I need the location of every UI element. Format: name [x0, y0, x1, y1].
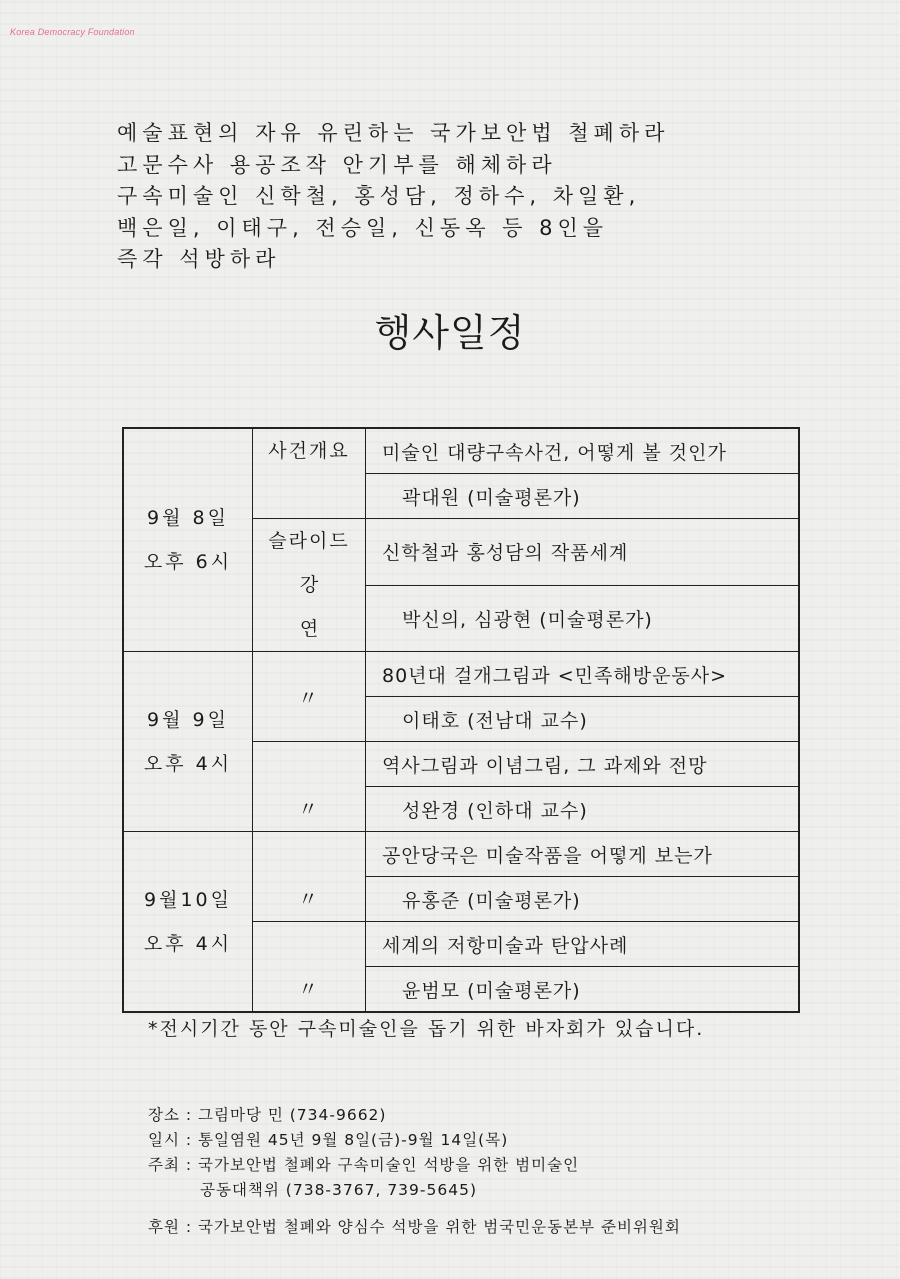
date-cell	[123, 832, 253, 1013]
topic: 공안당국은 미술작품을 어떻게 보는가	[366, 832, 800, 877]
date: 9월 9일	[147, 708, 229, 731]
topic: 미술인 대량구속사건, 어떻게 볼 것인가	[366, 428, 800, 474]
table-row	[123, 832, 799, 877]
topic: 신학철과 홍성담의 작품세계	[366, 519, 800, 586]
category-cell	[253, 742, 366, 832]
category: 사건개요	[268, 440, 350, 462]
category-cell	[253, 428, 366, 519]
speaker: 박신의, 심광현 (미술평론가)	[366, 585, 800, 652]
host: 주최 : 국가보안법 철폐와 구속미술인 석방을 위한 범미술인	[148, 1156, 580, 1174]
date: 9월10일	[144, 888, 232, 911]
event-dates: 일시 : 통일염원 45년 9월 8일(금)-9월 14일(목)	[148, 1131, 509, 1149]
speaker: 유홍준 (미술평론가)	[366, 877, 800, 922]
slogan-line: 고문수사 용공조작 안기부를 해체하라	[117, 152, 557, 177]
host-contact: 공동대책위 (738-3767, 739-5645)	[200, 1181, 477, 1199]
ditto-mark: 〃	[298, 797, 320, 821]
table-row	[123, 428, 799, 474]
table-row	[123, 652, 799, 697]
date: 9월 8일	[147, 507, 229, 529]
topic: 80년대 걸개그림과 <민족해방운동사>	[366, 652, 800, 697]
category-cell	[253, 652, 366, 742]
speaker: 성완경 (인하대 교수)	[366, 787, 800, 832]
time: 오후 6시	[143, 551, 233, 573]
ditto-mark: 〃	[298, 977, 320, 1001]
event-info	[148, 1103, 681, 1240]
topic: 역사그림과 이념그림, 그 과제와 전망	[366, 742, 800, 787]
ditto-mark: 〃	[298, 887, 320, 911]
slogan-line: 구속미술인 신학철, 홍성담, 정하수, 차일환,	[117, 184, 641, 208]
slogans	[117, 118, 837, 276]
ditto-mark: 〃	[298, 686, 320, 710]
schedule-table	[122, 427, 800, 1013]
date-cell	[123, 652, 253, 832]
watermark: Korea Democracy Foundation	[10, 27, 135, 37]
category: 강 연	[299, 574, 357, 640]
category-cell	[253, 832, 366, 922]
page-title: 행사일정	[374, 311, 526, 355]
speaker: 윤범모 (미술평론가)	[366, 967, 800, 1013]
time: 오후 4시	[143, 932, 233, 955]
speaker: 곽대원 (미술평론가)	[366, 474, 800, 519]
category: 슬라이드	[268, 530, 350, 552]
venue: 장소 : 그림마당 민 (734-9662)	[148, 1106, 387, 1124]
time: 오후 4시	[143, 752, 233, 775]
date-cell	[123, 428, 253, 652]
slogan-line: 예술표현의 자유 유린하는 국가보안법 철폐하라	[117, 121, 670, 145]
sponsor: 후원 : 국가보안법 철폐와 양심수 석방을 위한 범국민운동본부 준비위원회	[148, 1218, 681, 1236]
topic: 세계의 저항미술과 탄압사례	[366, 922, 800, 967]
category-cell	[253, 519, 366, 652]
category-cell	[253, 922, 366, 1013]
slogan-line: 즉각 석방하라	[117, 247, 281, 271]
slogan-line: 백은일, 이태구, 전승일, 신동옥 등 8인을	[117, 215, 609, 240]
bazaar-note: *전시기간 동안 구속미술인을 돕기 위한 바자회가 있습니다.	[148, 1018, 705, 1040]
speaker: 이태호 (전남대 교수)	[366, 697, 800, 742]
